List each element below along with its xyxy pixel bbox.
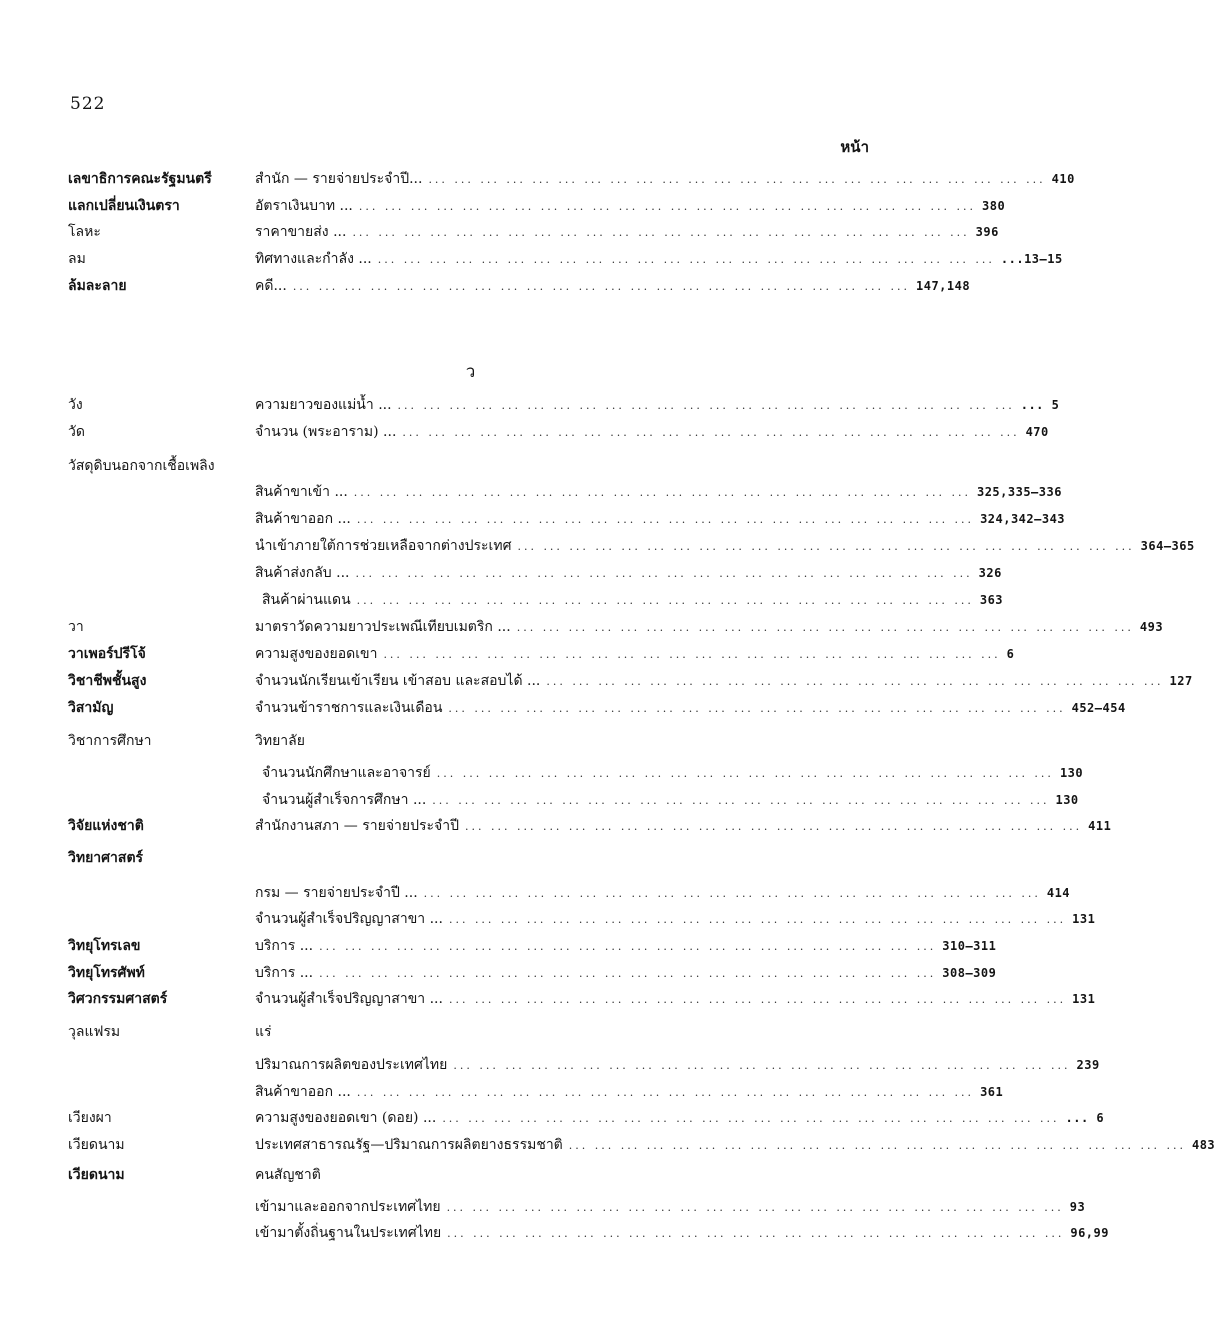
page-ref: 364—365	[1140, 539, 1195, 553]
entry-description: อัตราเงินบาท ...	[255, 198, 353, 214]
entry-description: จำนวนข้าราชการและเงินเดือน	[255, 700, 443, 716]
dot-leader: ... ... ... ... ... ... ... ... ... ... ... ... ... ... ... ... ... ... ... ... ... ... ... ...	[448, 913, 1067, 926]
entry-description: จำนวนนักศึกษาและอาจารย์	[262, 765, 431, 781]
page-ref: 483	[1191, 1138, 1215, 1152]
index-row	[0, 196, 1006, 218]
dot-leader: ... ... ... ... ... ... ... ... ... ... ... ... ... ... ... ... ... ... ... ... ... ... ... ...	[447, 1227, 1065, 1240]
index-entry	[255, 617, 1164, 638]
entry-description: ปริมาณการผลิตของประเทศไทย	[255, 1057, 448, 1073]
page-ref: 310—311	[942, 939, 997, 953]
index-term: วิทยุโทรเลข	[68, 938, 141, 954]
index-entry	[255, 249, 1063, 270]
index-row	[0, 422, 1049, 444]
index-term: วิชาชีพชั้นสูง	[68, 673, 147, 689]
entry-description: เข้ามาและออกจากประเทศไทย	[255, 1199, 441, 1215]
index-entry	[255, 883, 1071, 904]
index-term: เวียดนาม	[68, 1137, 125, 1153]
index-entry	[255, 671, 1193, 692]
index-entry	[262, 763, 1084, 784]
dot-leader: ... ... ... ... ... ... ... ... ... ... ... ... ... ... ... ... ... ... ... ... ... ... ... ...	[383, 648, 1001, 661]
dot-leader: ... ... ... ... ... ... ... ... ... ... ... ... ... ... ... ... ... ... ... ... ... ... ... ...	[516, 621, 1134, 634]
page-ref: ... 6	[1065, 1111, 1105, 1125]
page-ref: 6	[1006, 647, 1015, 661]
page-ref: 131	[1072, 992, 1096, 1006]
entry-description: บริการ ...	[255, 965, 314, 981]
index-term: วา	[68, 619, 84, 635]
dot-leader: ... ... ... ... ... ... ... ... ... ... ... ... ... ... ... ... ... ... ... ... ... ... ... ...	[355, 567, 973, 580]
dot-leader: ... ... ... ... ... ... ... ... ... ... ... ... ... ... ... ... ... ... ... ... ... ... ... ...	[319, 940, 937, 953]
index-row	[0, 169, 1075, 191]
dot-leader: ... ... ... ... ... ... ... ... ... ... ... ... ... ... ... ... ... ... ... ... ... ... ... ...	[402, 426, 1020, 439]
index-row	[0, 1082, 1004, 1104]
index-entry	[255, 509, 1066, 530]
dot-leader: ... ... ... ... ... ... ... ... ... ... ... ... ... ... ... ... ... ... ... ... ... ... ... ...	[397, 399, 1015, 412]
index-row	[0, 1197, 1086, 1219]
page-ref: ...13—15	[1000, 252, 1063, 266]
page-ref: 414	[1046, 886, 1071, 900]
index-entry	[255, 222, 999, 243]
dot-leader: ... ... ... ... ... ... ... ... ... ... ... ... ... ... ... ... ... ... ... ... ... ... ... ...	[446, 1201, 1064, 1214]
entry-description: จำนวนผู้สำเร็จปริญญาสาขา ...	[255, 911, 443, 927]
entry-description: ความสูงของยอดเขา (ดอย) ...	[255, 1110, 437, 1126]
index-entry	[255, 1022, 278, 1042]
entry-description: สินค้าส่งกลับ ...	[255, 565, 350, 581]
index-row	[0, 563, 1002, 585]
index-entry	[255, 536, 1195, 557]
index-row	[0, 1223, 1109, 1245]
dot-leader: ... ... ... ... ... ... ... ... ... ... ... ... ... ... ... ... ... ... ... ... ... ... ... ...	[453, 1059, 1071, 1072]
index-row	[0, 698, 1126, 720]
entry-description: จำนวนผู้สำเร็จการศึกษา ...	[262, 792, 427, 808]
entry-description: จำนวนผู้สำเร็จปริญญาสาขา ...	[255, 991, 443, 1007]
dot-leader: ... ... ... ... ... ... ... ... ... ... ... ... ... ... ... ... ... ... ... ... ... ... ... ...	[436, 767, 1054, 780]
dot-leader: ... ... ... ... ... ... ... ... ... ... ... ... ... ... ... ... ... ... ... ... ... ... ... ...	[517, 540, 1135, 553]
index-term: เลขาธิการคณะรัฐมนตรี	[68, 171, 212, 187]
entry-description: ทิศทางและกำลัง ...	[255, 251, 372, 267]
index-term: วิชาการศึกษา	[68, 733, 152, 749]
dot-leader: ... ... ... ... ... ... ... ... ... ... ... ... ... ... ... ... ... ... ... ... ... ... ... ...	[464, 820, 1083, 833]
dot-leader: ... ... ... ... ... ... ... ... ... ... ... ... ... ... ... ... ... ... ... ... ... ... ... ...	[568, 1139, 1186, 1152]
index-entry	[255, 196, 1006, 217]
dot-leader: ... ... ... ... ... ... ... ... ... ... ... ... ... ... ... ... ... ... ... ... ... ... ... ...	[292, 280, 910, 293]
dot-leader: ... ... ... ... ... ... ... ... ... ... ... ... ... ... ... ... ... ... ... ... ... ... ... ...	[356, 1086, 975, 1099]
entry-description: แร่	[255, 1024, 272, 1040]
index-entry	[255, 1197, 1086, 1218]
page-ref: 452—454	[1071, 701, 1126, 715]
index-row	[0, 222, 999, 244]
entry-description: ราคาขายส่ง ...	[255, 224, 347, 240]
index-entry	[255, 1165, 327, 1185]
index-term: วิทยุโทรศัพท์	[68, 965, 145, 981]
index-entry	[255, 909, 1096, 930]
page-ref: 131	[1072, 912, 1096, 926]
dot-leader: ... ... ... ... ... ... ... ... ... ... ... ... ... ... ... ... ... ... ... ... ... ... ... ...	[423, 887, 1041, 900]
entry-description: สินค้าขาเข้า ...	[255, 484, 348, 500]
page-ref: 324,342—343	[980, 512, 1066, 526]
page-ref: 493	[1139, 620, 1164, 634]
entry-description: กรม — รายจ่ายประจำปี ...	[255, 885, 418, 901]
page-ref: 380	[982, 199, 1006, 213]
index-entry	[255, 816, 1112, 837]
entry-description: สินค้าขาออก ...	[255, 511, 351, 527]
page-ref: 96,99	[1070, 1226, 1109, 1240]
index-term: วาเพอร์ปรีโจ้	[68, 646, 146, 662]
dot-leader: ... ... ... ... ... ... ... ... ... ... ... ... ... ... ... ... ... ... ... ... ... ... ... ...	[448, 702, 1066, 715]
entry-description: เข้ามาตั้งถิ่นฐานในประเทศไทย	[255, 1225, 442, 1241]
index-term: ลม	[68, 251, 86, 267]
index-term: วิศวกรรมศาสตร์	[68, 991, 168, 1007]
entry-description: ความสูงของยอดเขา	[255, 646, 378, 662]
page-ref: 127	[1169, 674, 1193, 688]
entry-description: ประเทศสาธารณรัฐ—ปริมาณการผลิตยางธรรมชาติ	[255, 1137, 563, 1153]
entry-description: ความยาวของแม่น้ำ ...	[255, 397, 392, 413]
entry-description: วิทยาลัย	[255, 733, 305, 749]
index-term: เวียงผา	[68, 1110, 112, 1126]
dot-leader: ... ... ... ... ... ... ... ... ... ... ... ... ... ... ... ... ... ... ... ... ... ... ... ...	[356, 513, 975, 526]
index-row	[0, 989, 1096, 1011]
index-row	[0, 790, 1079, 812]
index-entry	[255, 1223, 1109, 1244]
index-row	[0, 617, 1164, 639]
index-term: วัด	[68, 424, 85, 440]
dot-leader: ... ... ... ... ... ... ... ... ... ... ... ... ... ... ... ... ... ... ... ... ... ... ... ...	[352, 226, 970, 239]
index-term: ล้มละลาย	[68, 278, 127, 294]
index-row	[0, 671, 1193, 693]
index-row	[0, 1165, 941, 1187]
index-entry	[255, 1082, 1004, 1103]
index-term: วิจัยแห่งชาติ	[68, 818, 144, 834]
page-ref: 326	[978, 566, 1002, 580]
index-entry	[255, 395, 1060, 416]
page-number: 522	[70, 94, 106, 114]
index-term: วัสดุดิบนอกจากเชื้อเพลิง	[68, 458, 215, 474]
index-entry	[255, 276, 971, 297]
page-ref: 325,335—336	[976, 485, 1062, 499]
index-row	[0, 482, 1062, 504]
page-ref: 411	[1088, 819, 1112, 833]
index-row	[0, 395, 1060, 417]
index-row	[0, 590, 1004, 612]
entry-description: สินค้าขาออก ...	[255, 1084, 351, 1100]
index-entry	[255, 422, 1049, 443]
entry-description: มาตราวัดความยาวประเพณีเทียบเมตริก ...	[255, 619, 511, 635]
section-letter: ว	[465, 362, 476, 382]
index-row	[0, 1022, 941, 1044]
index-entry	[255, 1055, 1100, 1076]
index-row	[0, 456, 941, 478]
index-row	[0, 848, 941, 870]
index-row	[0, 816, 1112, 838]
index-term: วิทยาศาสตร์	[68, 850, 144, 866]
dot-leader: ... ... ... ... ... ... ... ... ... ... ... ... ... ... ... ... ... ... ... ... ... ... ... ...	[448, 993, 1067, 1006]
entry-description: บริการ ...	[255, 938, 314, 954]
index-row	[0, 883, 1071, 905]
entry-description: คดี...	[255, 278, 287, 294]
index-term: วัง	[68, 397, 83, 413]
page-ref: 361	[980, 1085, 1004, 1099]
index-term: วิสามัญ	[68, 700, 114, 716]
index-term: วุลแฟรม	[68, 1024, 121, 1040]
index-entry	[255, 169, 1075, 190]
dot-leader: ... ... ... ... ... ... ... ... ... ... ... ... ... ... ... ... ... ... ... ... ... ... ... ...	[432, 794, 1050, 807]
page-ref: 130	[1059, 766, 1084, 780]
page-ref: ... 5	[1020, 398, 1060, 412]
index-row	[0, 1135, 1215, 1157]
dot-leader: ... ... ... ... ... ... ... ... ... ... ... ... ... ... ... ... ... ... ... ... ... ... ... ...	[319, 967, 937, 980]
entry-description: จำนวนนักเรียนเข้าเรียน เข้าสอบ และสอบได้ ...	[255, 673, 541, 689]
dot-leader: ... ... ... ... ... ... ... ... ... ... ... ... ... ... ... ... ... ... ... ... ... ... ... ...	[353, 486, 971, 499]
index-term: แลกเปลี่ยนเงินตรา	[68, 198, 180, 214]
dot-leader: ... ... ... ... ... ... ... ... ... ... ... ... ... ... ... ... ... ... ... ... ... ... ... ...	[546, 675, 1164, 688]
index-row	[0, 644, 1015, 666]
index-row	[0, 536, 1195, 558]
page-ref: 363	[979, 593, 1004, 607]
index-term: เวียดนาม	[68, 1167, 125, 1183]
index-entry	[255, 936, 997, 957]
entry-description: นำเข้าภายใต้การช่วยเหลือจากต่างประเทศ	[255, 538, 512, 554]
entry-description: คนสัญชาติ	[255, 1167, 321, 1183]
entry-description: สำนัก — รายจ่ายประจำปี...	[255, 171, 423, 187]
dot-leader: ... ... ... ... ... ... ... ... ... ... ... ... ... ... ... ... ... ... ... ... ... ... ... ...	[358, 200, 977, 213]
index-entry	[262, 590, 1004, 611]
index-row	[0, 909, 1096, 931]
index-row	[0, 936, 997, 958]
dot-leader: ... ... ... ... ... ... ... ... ... ... ... ... ... ... ... ... ... ... ... ... ... ... ... ...	[356, 594, 974, 607]
page-ref: 470	[1025, 425, 1049, 439]
index-row	[0, 249, 1063, 271]
entry-description: จำนวน (พระอาราม) ...	[255, 424, 397, 440]
page-ref: 308—309	[942, 966, 997, 980]
page-ref: 130	[1055, 793, 1079, 807]
dot-leader: ... ... ... ... ... ... ... ... ... ... ... ... ... ... ... ... ... ... ... ... ... ... ... ...	[428, 173, 1046, 186]
index-row	[0, 509, 1066, 531]
index-row	[0, 731, 941, 753]
page-ref: 410	[1051, 172, 1075, 186]
page-ref: 93	[1069, 1200, 1086, 1214]
index-entry	[255, 963, 997, 984]
index-row	[0, 763, 1084, 785]
entry-description: สินค้าผ่านแดน	[262, 592, 351, 608]
index-entry	[255, 989, 1096, 1010]
entry-description: สำนักงานสภา — รายจ่ายประจำปี	[255, 818, 459, 834]
index-entry	[255, 482, 1062, 503]
index-row	[0, 963, 997, 985]
index-row	[0, 276, 971, 298]
index-term: โลหะ	[68, 224, 101, 240]
dot-leader: ... ... ... ... ... ... ... ... ... ... ... ... ... ... ... ... ... ... ... ... ... ... ... ...	[442, 1112, 1060, 1125]
index-row	[0, 1055, 1100, 1077]
index-entry	[262, 790, 1079, 811]
index-entry	[255, 698, 1126, 719]
index-entry	[255, 1108, 1105, 1129]
dot-leader: ... ... ... ... ... ... ... ... ... ... ... ... ... ... ... ... ... ... ... ... ... ... ... ...	[377, 253, 995, 266]
index-entry	[255, 563, 1002, 584]
index-entry	[255, 731, 311, 751]
index-entry	[255, 644, 1015, 665]
page-ref: 147,148	[916, 279, 971, 293]
page-column-header: หน้า	[840, 138, 869, 156]
page-ref: 239	[1076, 1058, 1100, 1072]
index-entry	[255, 1135, 1215, 1156]
index-row	[0, 1108, 1105, 1130]
page-ref: 396	[975, 225, 999, 239]
